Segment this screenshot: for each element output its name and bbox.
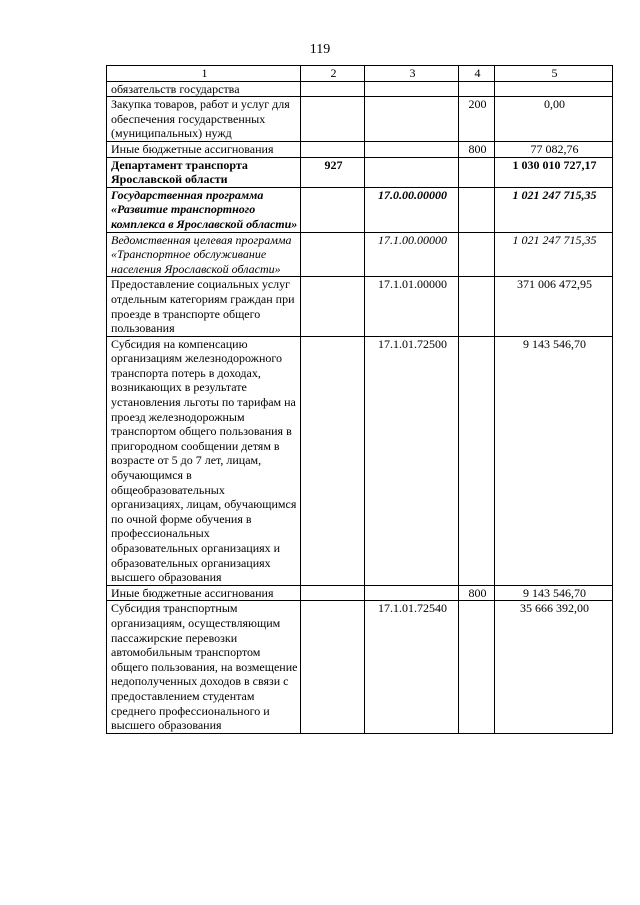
row-code-column-3-cell: 17.1.01.72500 [365, 336, 459, 585]
table-row [107, 585, 613, 601]
row-amount-cell: 1 030 010 727,17 [495, 157, 613, 187]
column-header-3: 3 [365, 66, 459, 82]
row-code-column-3-cell [365, 157, 459, 187]
table-row [107, 157, 613, 187]
row-code-column-3-cell [365, 81, 459, 97]
row-name-cell: Ведомственная целевая программа «Транспортное обслуживание населения Ярославской области» [107, 232, 301, 277]
table-row [107, 277, 613, 336]
row-name-cell: Предоставление социальных услуг отдельным категориям граждан при проезде в транспорте общего пользования [107, 277, 301, 336]
table-row [107, 232, 613, 277]
row-name-cell: Департамент транспорта Ярославской области [107, 157, 301, 187]
column-header-2: 2 [301, 66, 365, 82]
row-code-column-4-cell [459, 277, 495, 336]
row-code-column-2-cell [301, 277, 365, 336]
row-code-column-2-cell [301, 336, 365, 585]
row-amount-cell [495, 81, 613, 97]
row-code-column-4-cell: 800 [459, 141, 495, 157]
row-amount-cell: 371 006 472,95 [495, 277, 613, 336]
page-number: 119 [309, 42, 331, 57]
row-code-column-4-cell [459, 187, 495, 232]
row-code-column-2-cell [301, 97, 365, 142]
budget-table [106, 65, 613, 734]
row-code-column-2-cell [301, 141, 365, 157]
row-code-column-2-cell [301, 81, 365, 97]
row-code-column-4-cell: 800 [459, 585, 495, 601]
row-name-cell: Иные бюджетные ассигнования [107, 585, 301, 601]
row-code-column-2-cell [301, 187, 365, 232]
table-row [107, 601, 613, 733]
row-name-cell: Закупка товаров, работ и услуг для обеспечения государственных (муниципальных) нужд [107, 97, 301, 142]
row-name-cell: Субсидия на компенсацию организациям железнодорожного транспорта потерь в доходах, возникающих в результате установления льготы по тарифам на проезд железнодорожным транспортом общего пользования в пригородном сообщении детям в возрасте от 5 до 7 лет, лицам, обучающимся в общеобразовательных организациях, лицам, обучающимся по очной форме обучения в профессиональных образовательных организациях и образовательных организациях высшего образования [107, 336, 301, 585]
column-header-1: 1 [107, 66, 301, 82]
table-row [107, 336, 613, 585]
row-code-column-2-cell [301, 232, 365, 277]
table-row [107, 97, 613, 142]
row-code-column-3-cell [365, 141, 459, 157]
table-row [107, 81, 613, 97]
row-code-column-3-cell [365, 585, 459, 601]
row-name-cell: Иные бюджетные ассигнования [107, 141, 301, 157]
column-header-5: 5 [495, 66, 613, 82]
row-code-column-4-cell: 200 [459, 97, 495, 142]
row-code-column-2-cell [301, 601, 365, 733]
row-code-column-4-cell [459, 157, 495, 187]
row-code-column-3-cell: 17.1.00.00000 [365, 232, 459, 277]
row-amount-cell: 1 021 247 715,35 [495, 232, 613, 277]
row-code-column-2-cell [301, 585, 365, 601]
row-code-column-4-cell [459, 81, 495, 97]
row-code-column-3-cell: 17.1.01.72540 [365, 601, 459, 733]
row-name-cell: обязательств государства [107, 81, 301, 97]
row-amount-cell: 35 666 392,00 [495, 601, 613, 733]
row-code-column-4-cell [459, 336, 495, 585]
row-amount-cell: 9 143 546,70 [495, 585, 613, 601]
row-amount-cell: 0,00 [495, 97, 613, 142]
row-amount-cell: 1 021 247 715,35 [495, 187, 613, 232]
row-name-cell: Государственная программа «Развитие транспортного комплекса в Ярославской области» [107, 187, 301, 232]
row-code-column-3-cell: 17.0.00.00000 [365, 187, 459, 232]
row-name-cell: Субсидия транспортным организациям, осуществляющим пассажирские перевозки автомобильным транспортом общего пользования, на возмещение недополученных доходов в связи с предоставлением студентам среднего профессионального и высшего образования [107, 601, 301, 733]
row-code-column-4-cell [459, 601, 495, 733]
row-code-column-4-cell [459, 232, 495, 277]
table-header-row [107, 66, 613, 82]
table-row [107, 141, 613, 157]
table-row [107, 187, 613, 232]
row-code-column-2-cell: 927 [301, 157, 365, 187]
column-header-4: 4 [459, 66, 495, 82]
row-code-column-3-cell [365, 97, 459, 142]
row-amount-cell: 9 143 546,70 [495, 336, 613, 585]
row-amount-cell: 77 082,76 [495, 141, 613, 157]
row-code-column-3-cell: 17.1.01.00000 [365, 277, 459, 336]
